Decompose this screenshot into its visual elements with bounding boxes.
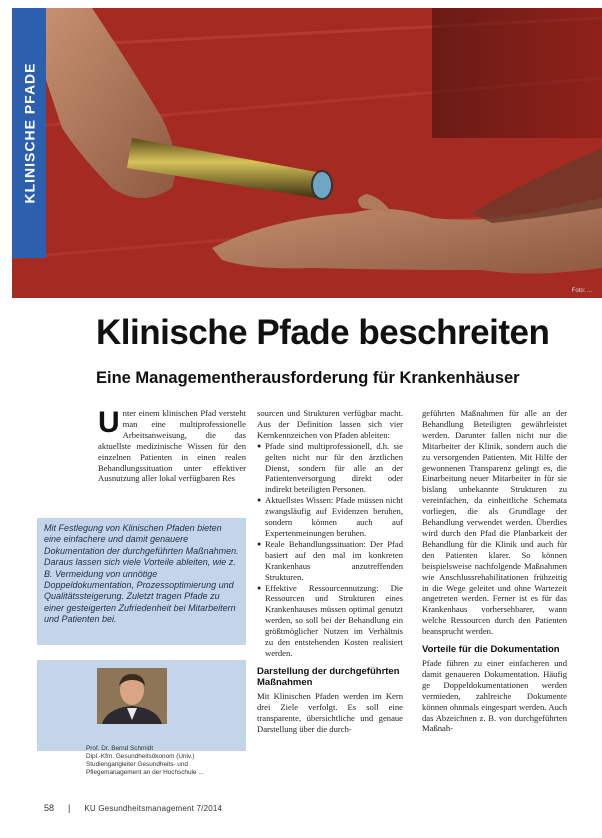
pull-quote-box bbox=[37, 518, 246, 645]
list-item: ● Reale Behandlungssituation: Der Pfad basiert auf den mal im konkreten Krankenhaus anzutreffenden Strukturen. bbox=[257, 539, 403, 583]
section-tab-label: KLINISCHE PFADE bbox=[21, 62, 38, 204]
relay-baton-illustration bbox=[12, 8, 602, 298]
column-2 bbox=[257, 408, 403, 734]
page-footer bbox=[44, 803, 222, 813]
list-item: ● Aktuellstes Wissen: Pfade müssen nicht zwangsläufig auf Evidenzen beruhen, sondern können auch auf Expertenmeinungen beruhen. bbox=[257, 495, 403, 539]
column-3 bbox=[422, 408, 567, 734]
intro-text: nter einem klinischen Pfad versteht man eine multiprofessionelle Arbeitsanweisung, die das aktuellste medizinische Wissen für den einzelnen Patienten in einen realen Behandlungssituation unter effektiver Ausnutzung aller lokal verfügbaren Res bbox=[98, 408, 246, 484]
article-title: Klinische Pfade beschreiten bbox=[96, 313, 550, 352]
section-tab bbox=[12, 8, 46, 258]
intro-paragraph bbox=[98, 408, 246, 484]
section-heading-vorteile: Vorteile für die Dokumentation bbox=[422, 644, 560, 656]
column-1 bbox=[98, 408, 246, 484]
publication-name: KU Gesundheitsmanagement 7/2014 bbox=[84, 804, 223, 813]
article-subtitle: Eine Managementherausforderung für Krankenhäuser bbox=[96, 369, 520, 387]
pull-quote-text: Mit Festlegung von Klinischen Pfaden bieten eine einfachere und damit genauere Dokumentation der durchgeführten Maßnahmen. Daraus lassen sich viele Vorteile ableiten, wie z. B. Vermeidung von unnötige Doppeldokumentation, Prozessoptimierung und Qualitätssteigerung. Zuletzt tragen Pfade zu einer gesteigerten Zufriedenheit bei Mitarbeitern und Patienten bei. bbox=[44, 523, 239, 625]
author-line: Pflegemanagement an der Hochschule ... bbox=[86, 769, 204, 776]
core-criteria-list bbox=[257, 441, 403, 659]
col2-paragraph-2: Mit Klinischen Pfaden werden im Kern drei Ziele verfolgt. Es soll eine transparente, übersichtliche und genaue Darstellung über die durch- bbox=[257, 690, 403, 734]
author-portrait bbox=[97, 668, 167, 724]
section-heading-darstellung: Darstellung der durchgeführten Maßnahmen bbox=[257, 665, 400, 688]
col3-paragraph-2: Pfade führen zu einer einfacheren und damit genaueren Dokumentation. Häufig ge Doppeldokumentationen werden vermieden, zahlreiche Dokumente können ohnmals eingespart werden. Auch das Abzeichnen z. B. von durchgeführten Maßnah- bbox=[422, 658, 567, 734]
author-line: Dipl.-Kfm. Gesundheitsökonom (Univ.) bbox=[86, 753, 195, 760]
drop-cap: U bbox=[98, 406, 120, 439]
col3-paragraph-1: geführten Maßnahmen für alle an der Behandlung Beteiligten gewährleistet werden. Darunter fallen nicht nur die Mitarbeiter der Klinik, sondern auch die zu versorgenden Patienten. Mit Hilfe der gewonnenen Transparenz gelingt es, die Einarbeitung neuer Mitarbeiter in für sie bislang unbekannte Strukturen zu vereinfachen, da einheitliche Schemata vorliegen, die als Grundlage der Behandlung verwendet werden. Überdies wird durch den Pfad die Planbarkeit der Behandlung für die Klinik und auch für den Patienten klarer. So können beispielsweise nachfolgende Maßnahmen wie Anschlussrehabilitationen frühzeitig in die Wege geleitet und ohne Wartezeit angetreten werden. Ferner ist es für das Krankenhaus vorhersehbarer, wann welche Ressourcen durch den Patienten beansprucht werden. bbox=[422, 408, 567, 637]
list-item: ● Pfade sind multiprofessionell, d.h. sie gelten nicht nur für den ärztlichen Dienst, sondern für alle an der Patientenversorgung direkt oder indirekt beteiligten Personen. bbox=[257, 441, 403, 496]
photo-credit: Foto: ... bbox=[571, 288, 592, 294]
hero-photo bbox=[12, 8, 602, 298]
footer-separator: | bbox=[68, 803, 71, 813]
author-caption bbox=[86, 745, 256, 777]
author-line: Studiengangleiter Gesundheits- und bbox=[86, 761, 188, 768]
list-item: ● Effektive Ressourcennutzung: Die Ressourcen und Strukturen eines Krankenhauses müssen optimal genutzt werden, so soll bei der Behandlung ein größtmöglicher Nutzen im Verhältnis zu den entstehenden Kosten realisiert werden. bbox=[257, 583, 403, 659]
page-number: 58 bbox=[44, 803, 55, 813]
author-line: Prof. Dr. Bernd Schmidt bbox=[86, 745, 154, 752]
col2-paragraph-1: sourcen und Strukturen verfügbar macht. Aus der Definition lassen sich vier Kernkennzeichen von Pfaden ableiten: bbox=[257, 408, 403, 440]
author-box bbox=[37, 660, 246, 751]
